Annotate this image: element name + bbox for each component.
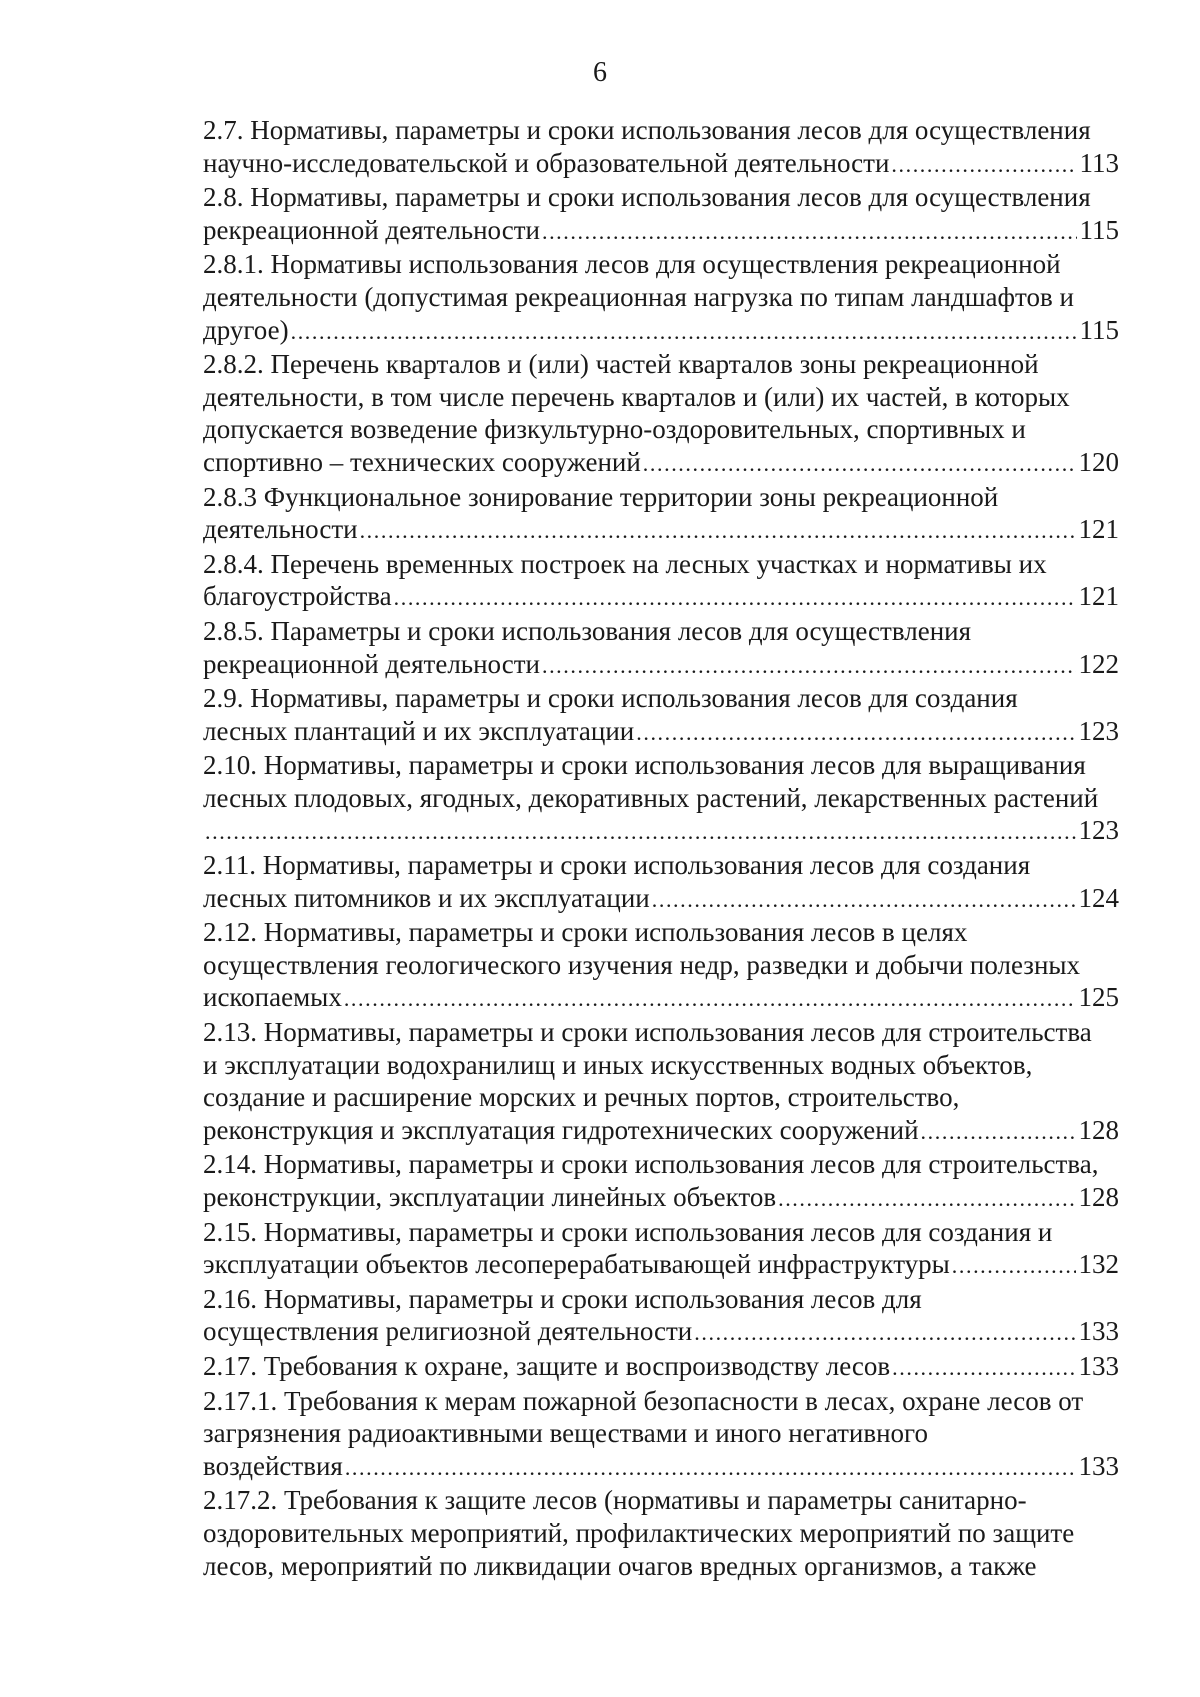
toc-entry-text-line: 2.11. Нормативы, параметры и сроки использования лесов для создания bbox=[203, 850, 1031, 881]
toc-page-number: 132 bbox=[1078, 1249, 1119, 1280]
toc-entry-title-end: ископаемых bbox=[203, 982, 342, 1013]
toc-entry-text-line: оздоровительных мероприятий, профилактических мероприятий по защите bbox=[203, 1517, 1075, 1548]
toc-entry-title-end: другое) bbox=[203, 314, 289, 345]
toc-entry-last-line bbox=[203, 1350, 1119, 1385]
toc-entry-text-line: 2.15. Нормативы, параметры и сроки использования лесов для создания и bbox=[203, 1216, 1053, 1247]
toc-entry-title-end: рекреационной деятельности bbox=[203, 648, 540, 679]
toc-entry[interactable] bbox=[203, 181, 1119, 248]
toc-page-number: 128 bbox=[1078, 1182, 1119, 1212]
toc-entry-text-line: деятельности (допустимая рекреационная нагрузка по типам ландшафтов и bbox=[203, 281, 1074, 312]
toc-entry-last-line bbox=[203, 1315, 1119, 1350]
toc-entry[interactable] bbox=[203, 248, 1119, 348]
toc-entry[interactable] bbox=[203, 1385, 1119, 1485]
toc-entry-last-line bbox=[203, 580, 1119, 615]
page-number: 6 bbox=[593, 57, 607, 88]
toc-entry-text-line: осуществления геологического изучения недр, разведки и добычи полезных bbox=[203, 949, 1081, 980]
toc-page-number: 120 bbox=[1078, 446, 1119, 477]
toc-entry[interactable] bbox=[203, 1484, 1119, 1582]
dot-leader bbox=[542, 216, 1077, 249]
toc-page-number: 121 bbox=[1078, 514, 1119, 545]
toc-entry-text-line: 2.17.1. Требования к мерам пожарной безопасности в лесах, охране лесов от bbox=[203, 1385, 1084, 1416]
toc-entry[interactable] bbox=[203, 1350, 1119, 1385]
toc-entry-title-end: осуществления религиозной деятельности bbox=[203, 1316, 693, 1347]
toc-page-number: 124 bbox=[1078, 882, 1119, 913]
toc-entry-text-line: 2.16. Нормативы, параметры и сроки использования лесов для bbox=[203, 1283, 922, 1314]
toc-entry-text-line: 2.8.3 Функциональное зонирование территории зоны рекреационной bbox=[203, 481, 999, 512]
toc-entry-last-line bbox=[203, 1181, 1119, 1216]
toc-page-number: 122 bbox=[1078, 648, 1119, 679]
dot-leader bbox=[205, 816, 1076, 849]
dot-leader bbox=[778, 1183, 1075, 1216]
toc-entry-title-end: научно-исследовательской и образовательной деятельности bbox=[203, 147, 890, 178]
dot-leader bbox=[344, 983, 1076, 1016]
toc-entry-text-line: 2.7. Нормативы, параметры и сроки использования лесов для осуществления bbox=[203, 115, 1091, 145]
toc-page-number: 133 bbox=[1078, 1316, 1119, 1347]
toc-entry[interactable] bbox=[203, 348, 1119, 480]
toc-page-number: 123 bbox=[1078, 715, 1119, 746]
toc-entry-text-line: и эксплуатации водохранилищ и иных искусственных водных объектов, bbox=[203, 1049, 1033, 1080]
dot-leader bbox=[952, 1250, 1076, 1283]
toc-entry-title-end: рекреационной деятельности bbox=[203, 214, 540, 245]
toc-entry-title-end: спортивно – технических сооружений bbox=[203, 446, 641, 477]
toc-entry[interactable] bbox=[203, 1016, 1119, 1148]
toc-entry-last-line bbox=[203, 648, 1119, 683]
dot-leader bbox=[394, 582, 1076, 615]
toc-entry-text-line: загрязнения радиоактивными веществами и иного негативного bbox=[203, 1418, 928, 1449]
toc-entry[interactable] bbox=[203, 849, 1119, 916]
toc-entry-text-line: деятельности, в том числе перечень кварталов и (или) их частей, в которых bbox=[203, 381, 1070, 412]
toc-entry-title-end: 2.17. Требования к охране, защите и воспроизводству лесов bbox=[203, 1350, 891, 1381]
toc-entry-last-line bbox=[203, 1114, 1119, 1149]
toc-entry-text-line: 2.14. Нормативы, параметры и сроки использования лесов для строительства, bbox=[203, 1149, 1099, 1180]
dot-leader bbox=[345, 1452, 1076, 1485]
dot-leader bbox=[360, 515, 1076, 548]
toc-page-number: 133 bbox=[1078, 1450, 1119, 1481]
toc-entry-text-line: лесных плодовых, ягодных, декоративных растений, лекарственных растений bbox=[203, 782, 1099, 813]
toc-entry-last-line bbox=[203, 214, 1119, 249]
toc-entry-last-line bbox=[203, 513, 1119, 548]
toc-entry[interactable] bbox=[203, 1148, 1119, 1215]
toc-entry-text-line: 2.9. Нормативы, параметры и сроки использования лесов для создания bbox=[203, 683, 1018, 714]
toc-entry-last-line bbox=[203, 981, 1119, 1016]
toc-entry[interactable] bbox=[203, 114, 1119, 181]
toc-entry-text-line: 2.13. Нормативы, параметры и сроки использования лесов для строительства bbox=[203, 1017, 1092, 1048]
toc-entry-last-line bbox=[203, 882, 1119, 917]
table-of-contents bbox=[203, 114, 1119, 1582]
toc-entry-title-end: лесных питомников и их эксплуатации bbox=[203, 882, 650, 913]
toc-page-number: 115 bbox=[1079, 314, 1119, 345]
toc-entry[interactable] bbox=[203, 1216, 1119, 1283]
toc-entry[interactable] bbox=[203, 1283, 1119, 1350]
toc-entry[interactable] bbox=[203, 548, 1119, 615]
toc-entry-last-line bbox=[203, 446, 1119, 481]
dot-leader bbox=[892, 1352, 1075, 1385]
toc-entry-text-line: создание и расширение морских и речных портов, строительство, bbox=[203, 1082, 960, 1113]
toc-entry-title-end: благоустройства bbox=[203, 581, 392, 612]
toc-entry-text-line: лесов, мероприятий по ликвидации очагов вредных организмов, а также bbox=[203, 1550, 1037, 1581]
dot-leader bbox=[636, 717, 1075, 750]
toc-page-number: 128 bbox=[1078, 1114, 1119, 1145]
dot-leader bbox=[921, 1116, 1076, 1149]
toc-entry-last-line bbox=[203, 715, 1119, 750]
toc-entry-text-line: 2.17.2. Требования к защите лесов (нормативы и параметры санитарно- bbox=[203, 1485, 1027, 1516]
toc-entry-title-end: деятельности bbox=[203, 514, 358, 545]
dot-leader bbox=[291, 316, 1077, 349]
dot-leader bbox=[891, 149, 1076, 182]
toc-entry-title-end: эксплуатации объектов лесоперерабатывающей инфраструктуры bbox=[203, 1249, 950, 1280]
toc-entry-last-line bbox=[203, 1450, 1119, 1485]
toc-page-number: 125 bbox=[1078, 982, 1119, 1013]
toc-entry-last-line bbox=[203, 1248, 1119, 1283]
toc-entry-last-line bbox=[203, 814, 1119, 849]
toc-page-number: 123 bbox=[1078, 815, 1119, 846]
toc-page-number: 133 bbox=[1078, 1350, 1119, 1381]
toc-entry-title-end: реконструкции, эксплуатации линейных объектов bbox=[203, 1182, 777, 1212]
toc-entry[interactable] bbox=[203, 615, 1119, 682]
toc-entry-text-line: 2.8.2. Перечень кварталов и (или) частей кварталов зоны рекреационной bbox=[203, 349, 1039, 380]
dot-leader bbox=[694, 1317, 1075, 1350]
toc-entry[interactable] bbox=[203, 749, 1119, 849]
toc-entry-title-end: лесных плантаций и их эксплуатации bbox=[203, 715, 635, 746]
toc-entry-title-end: воздействия bbox=[203, 1450, 343, 1481]
dot-leader bbox=[643, 448, 1076, 481]
toc-page-number: 121 bbox=[1078, 581, 1119, 612]
toc-entry-text-line: 2.8.5. Параметры и сроки использования лесов для осуществления bbox=[203, 615, 972, 646]
toc-entry[interactable] bbox=[203, 682, 1119, 749]
toc-entry-last-line bbox=[203, 314, 1119, 349]
dot-leader bbox=[542, 650, 1076, 683]
toc-entry-text-line: допускается возведение физкультурно-оздоровительных, спортивных и bbox=[203, 414, 1026, 445]
toc-page-number: 115 bbox=[1079, 214, 1119, 245]
toc-entry[interactable] bbox=[203, 481, 1119, 548]
toc-page-number: 113 bbox=[1079, 147, 1119, 178]
toc-entry-text-line: 2.8. Нормативы, параметры и сроки использования лесов для осуществления bbox=[203, 182, 1091, 213]
toc-entry[interactable] bbox=[203, 916, 1119, 1016]
dot-leader bbox=[652, 884, 1076, 917]
toc-entry-last-line bbox=[203, 147, 1119, 182]
toc-entry-text-line: 2.8.4. Перечень временных построек на лесных участках и нормативы их bbox=[203, 548, 1047, 579]
toc-entry-text-line: 2.12. Нормативы, параметры и сроки использования лесов в целях bbox=[203, 917, 968, 948]
toc-entry-text-line: 2.8.1. Нормативы использования лесов для осуществления рекреационной bbox=[203, 249, 1061, 280]
toc-entry-text-line: 2.10. Нормативы, параметры и сроки использования лесов для выращивания bbox=[203, 750, 1086, 781]
toc-entry-title-end: реконструкция и эксплуатация гидротехнических сооружений bbox=[203, 1114, 919, 1145]
